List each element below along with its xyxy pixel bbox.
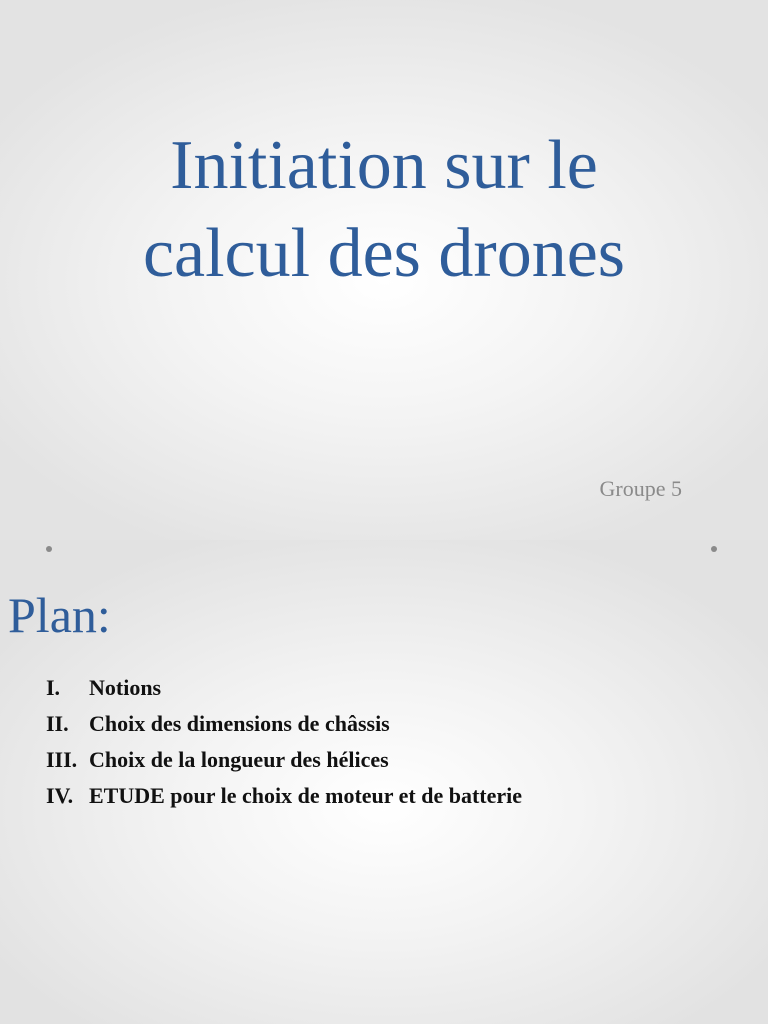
- plan-heading: Plan:: [8, 587, 111, 643]
- plan-item-1: [46, 670, 522, 706]
- slide-title-line-1: Initiation sur le: [170, 127, 598, 204]
- plan-item-text: Choix des dimensions de châssis: [89, 711, 390, 736]
- slide-title: [0, 122, 768, 298]
- plan-item-2: [46, 706, 522, 742]
- bullet-dot-left: [46, 546, 52, 552]
- bullet-dot-right: [711, 546, 717, 552]
- slide-title-line-2: calcul des drones: [142, 215, 626, 292]
- plan-item-number: I.: [46, 675, 61, 700]
- plan-item-text: ETUDE pour le choix de moteur et de batterie: [89, 783, 523, 808]
- plan-item-number: II.: [46, 711, 69, 736]
- plan-item-number: III.: [46, 747, 78, 772]
- plan-list: [46, 670, 522, 814]
- slide-subtitle: Groupe 5: [599, 476, 682, 501]
- plan-item-text: Choix de la longueur des hélices: [89, 747, 389, 772]
- plan-slide: [0, 540, 768, 1024]
- plan-item-4: [46, 778, 522, 814]
- plan-item-number: IV.: [46, 783, 74, 808]
- plan-item-text: Notions: [89, 675, 162, 700]
- plan-item-3: [46, 742, 522, 778]
